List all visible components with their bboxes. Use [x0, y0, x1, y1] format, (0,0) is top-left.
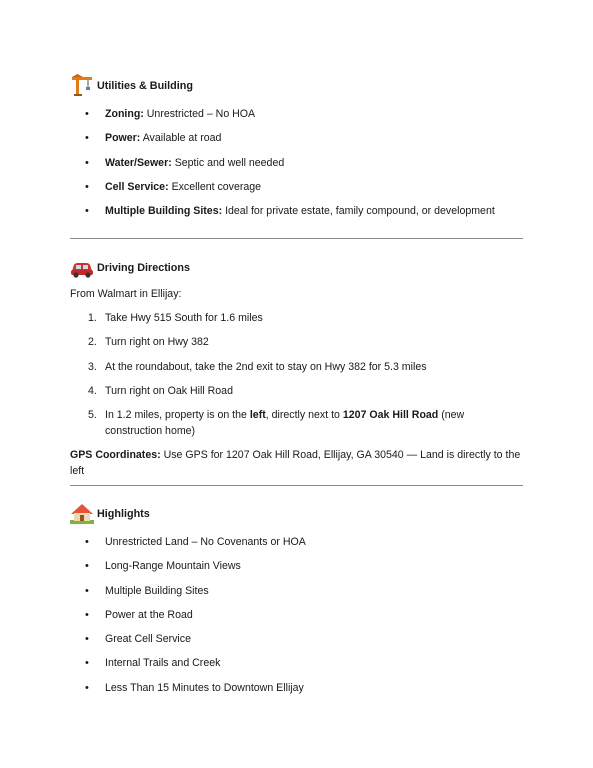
directions-intro: From Walmart in Ellijay: — [70, 288, 182, 300]
section-divider — [70, 238, 523, 239]
list-item: • Cell Service: Excellent coverage — [70, 179, 525, 203]
highlights-heading — [70, 502, 525, 526]
list-item: • Great Cell Service — [70, 631, 525, 655]
list-item: • Zoning: Unrestricted – No HOA — [70, 106, 525, 130]
house-icon — [70, 502, 94, 526]
utilities-section — [70, 74, 525, 227]
list-item: • Unrestricted Land – No Covenants or HOA — [70, 534, 525, 558]
highlights-section — [70, 502, 525, 704]
utilities-heading — [70, 74, 525, 98]
car-icon — [70, 256, 94, 280]
list-item: • Multiple Building Sites — [70, 583, 525, 607]
utilities-title: Utilities & Building — [97, 80, 193, 92]
directions-section — [70, 256, 525, 479]
crane-icon — [70, 74, 94, 98]
list-item: • Multiple Building Sites: Ideal for private estate, family compound, or development — [70, 203, 525, 227]
highlights-list — [70, 534, 525, 704]
list-item: • Internal Trails and Creek — [70, 655, 525, 679]
list-item: 2. Turn right on Hwy 382 — [88, 336, 209, 349]
list-item: • Long-Range Mountain Views — [70, 558, 525, 582]
list-item: • Power at the Road — [70, 607, 525, 631]
list-item: 5. In 1.2 miles, property is on the left, directly next to 1207 Oak Hill Road (new construction home) — [88, 409, 465, 438]
directions-heading — [70, 256, 525, 280]
section-divider — [70, 485, 523, 486]
directions-title: Driving Directions — [97, 262, 190, 274]
list-item: 3. At the roundabout, take the 2nd exit to stay on Hwy 382 for 5.3 miles — [88, 360, 427, 373]
list-item: • Water/Sewer: Septic and well needed — [70, 155, 525, 179]
gps-coordinates: GPS Coordinates: Use GPS for 1207 Oak Hill Road, Ellijay, GA 30540 — Land is directly to the left — [70, 449, 521, 478]
highlights-title: Highlights — [97, 508, 150, 520]
list-item: 1. Take Hwy 515 South for 1.6 miles — [88, 312, 263, 324]
list-item: • Less Than 15 Minutes to Downtown Ellijay — [70, 680, 525, 704]
directions-steps — [70, 310, 525, 439]
list-item: • Power: Available at road — [70, 130, 525, 154]
list-item: 4. Turn right on Oak Hill Road — [88, 384, 233, 397]
utilities-list — [70, 106, 525, 227]
